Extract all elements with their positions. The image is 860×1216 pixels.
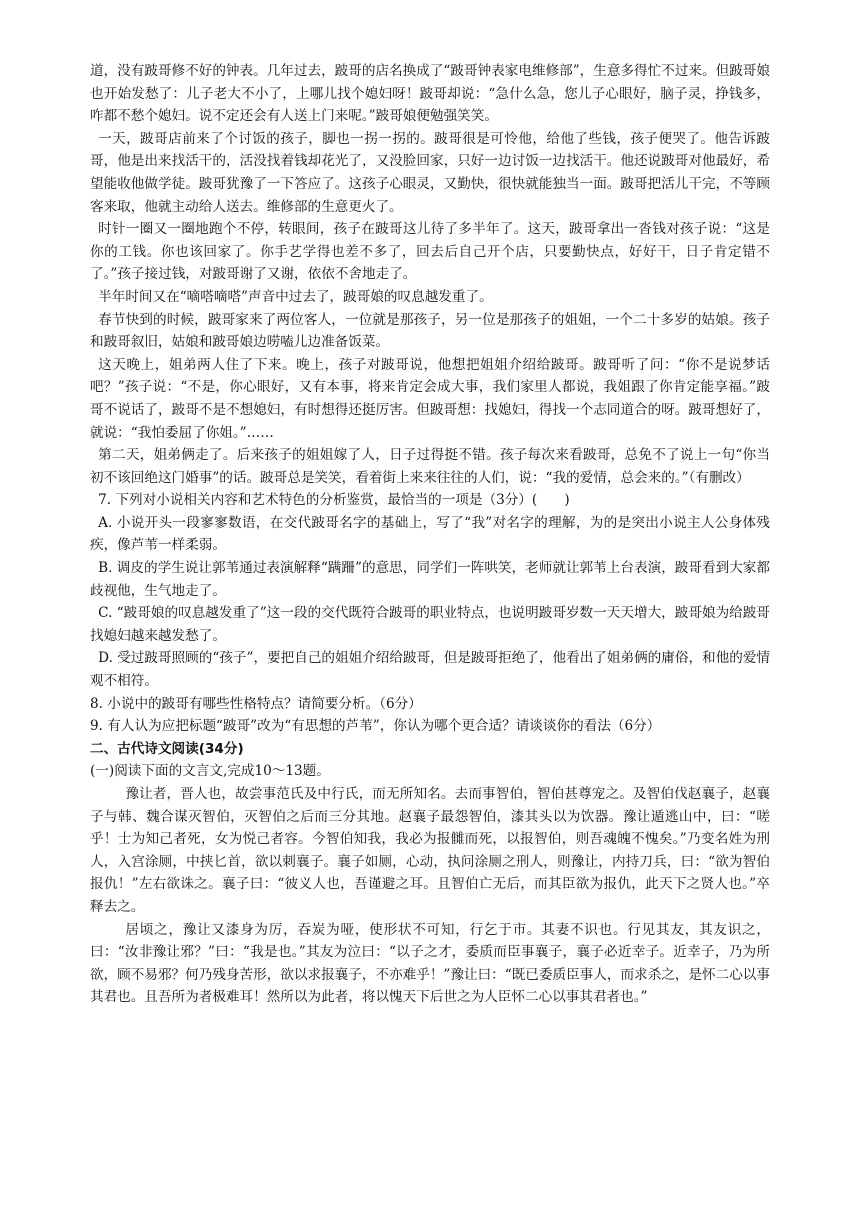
classical-paragraph: 豫让者，晋人也，故尝事范氏及中行氏，而无所知名。去而事智伯，智伯甚尊宠之。及智伯伐赵襄子，赵襄子与韩、魏合谋灭智伯，灭智伯之后而三分其地。赵襄子最怨智伯，漆其头以为饮器。豫让遁逃山中，曰：“嗟乎！士为知己者死，女为悦己者容。今智伯知我，我必为报雠而死，以报智伯，则吾魂魄不愧矣。”乃变名姓为刑人，入宫涂厕，中挟匕首，欲以刺襄子。襄子如厕，心动，执问涂厕之刑人，则豫让，内持刀兵，曰：“欲为智伯报仇！”左右欲诛之。襄子曰：“彼义人也，吾谨避之耳。且智伯亡无后，而其臣欲为报仇，此天下之贤人也。”卒释去之。 [90,786,770,915]
story-paragraph: 道，没有跛哥修不好的钟表。几年过去，跛哥的店名换成了“跛哥钟表家电维修部”，生意多得忙不过来。但跛哥娘也开始发愁了：儿子老大不小了，上哪儿找个媳妇呀！跛哥却说：“急什么急，您儿子心眼好，脑子灵，挣钱多，咋都不愁个媳妇。说不定还会有人送上门来呢。”跛哥娘便勉强笑笑。 [90,63,770,125]
question-7-option-a: A. 小说开头一段寥寥数语，在交代跛哥名字的基础上，写了“我”对名字的理解，为的是突出小说主人公身体残疾，像芦苇一样柔弱。 [90,514,770,554]
question-7-option-d: D. 受过跛哥照顾的“孩子”，要把自己的姐姐介绍给跛哥，但是跛哥拒绝了，他看出了姐弟俩的庸俗，和他的爱情观不相符。 [90,650,771,690]
story-paragraph: 时针一圈又一圈地跑个不停，转眼间，孩子在跛哥这儿待了多半年了。这天，跛哥拿出一沓钱对孩子说：“这是你的工钱。你也该回家了。你手艺学得也差不多了，回去后自己开个店，只要勤快点，好好干，日子肯定错不了。”孩子接过钱，对跛哥谢了又谢，依依不舍地走了。 [90,221,770,283]
story-paragraph: 第二天，姐弟俩走了。后来孩子的姐姐嫁了人，日子过得挺不错。孩子每次来看跛哥，总免不了说上一句“你当初不该回绝这门婚事”的话。跛哥总是笑笑，看着街上来来往往的人们，说：“我的爱情，总会来的。”（有删改） [90,447,770,486]
section-subheading: (一)阅读下面的文言文,完成10～13题。 [90,763,330,780]
story-paragraph: 这天晚上，姐弟两人住了下来。晚上，孩子对跛哥说，他想把姐姐介绍给跛哥。跛哥听了问：“你不是说梦话吧？”孩子说：“不是，你心眼好，又有本事，将来肯定会成大事，我们家里人都说，我姐跟了你肯定能享福。”跛哥不说话了，跛哥不是不想媳妇，有时想得还挺厉害。但跛哥想：找媳妇，得找一个志同道合的呀。跛哥想好了，就说：“我怕委屈了你姐。”…… [90,356,770,441]
story-paragraph: 春节快到的时候，跛哥家来了两位客人，一位就是那孩子，另一位是那孩子的姐姐，一个二十多岁的姑娘。孩子和跛哥叙旧，姑娘和跛哥娘边唠嗑儿边准备饭菜。 [90,311,770,351]
question-7-stem: 7. 下列对小说相关内容和艺术特色的分析鉴赏，最恰当的一项是（3分）( ) [98,492,570,509]
section-heading: 二、古代诗文阅读(34分) [90,740,244,757]
story-paragraph: 一天，跛哥店前来了个讨饭的孩子，脚也一拐一拐的。跛哥很是可怜他，给他了些钱，孩子便哭了。他告诉跛哥，他是出来找活干的，活没找着钱却花光了，又没脸回家，只好一边讨饭一边找活干。他还说跛哥对他最好，希望能收他做学徒。跛哥犹豫了一下答应了。这孩子心眼灵，又勤快，很快就能独当一面。跛哥把活儿干完，不等顾客来取，他就主动给人送去。维修部的生意更火了。 [90,130,770,215]
story-paragraph: 半年时间又在“嘀嗒嘀嗒”声音中过去了，跛哥娘的叹息越发重了。 [98,288,493,305]
question-9: 9. 有人认为应把标题“跛哥”改为“有思想的芦苇”，你认为哪个更合适？请谈谈你的看法（6分） [90,718,661,735]
classical-paragraph: 居顷之，豫让又漆身为厉，吞炭为哑，使形状不可知，行乞于市。其妻不识也。行见其友，其友识之，曰：“汝非豫让邪？”曰：“我是也。”其友为泣曰：“以子之才，委质而臣事襄子，襄子必近幸子。近幸子，乃为所欲，顾不易邪？何乃残身苦形，欲以求报襄子，不亦难乎！”豫让曰：“既已委质臣事人，而求杀之，是怀二心以事其君也。且吾所为者极难耳！然所以为此者，将以愧天下后世之为人臣怀二心以事其君者也。” [90,921,770,1006]
question-8: 8. 小说中的跛哥有哪些性格特点？请简要分析。（6分） [90,695,422,712]
question-7-option-c: C. “跛哥娘的叹息越发重了”这一段的交代既符合跛哥的职业特点，也说明跛哥岁数一天天增大，跛哥娘为给跛哥找媳妇越来越发愁了。 [90,605,770,644]
question-7-option-b: B. 调皮的学生说让郭苇通过表演解释“蹒跚”的意思，同学们一阵哄笑，老师就让郭苇上台表演，跛哥看到大家都歧视他，生气地走了。 [90,560,770,599]
